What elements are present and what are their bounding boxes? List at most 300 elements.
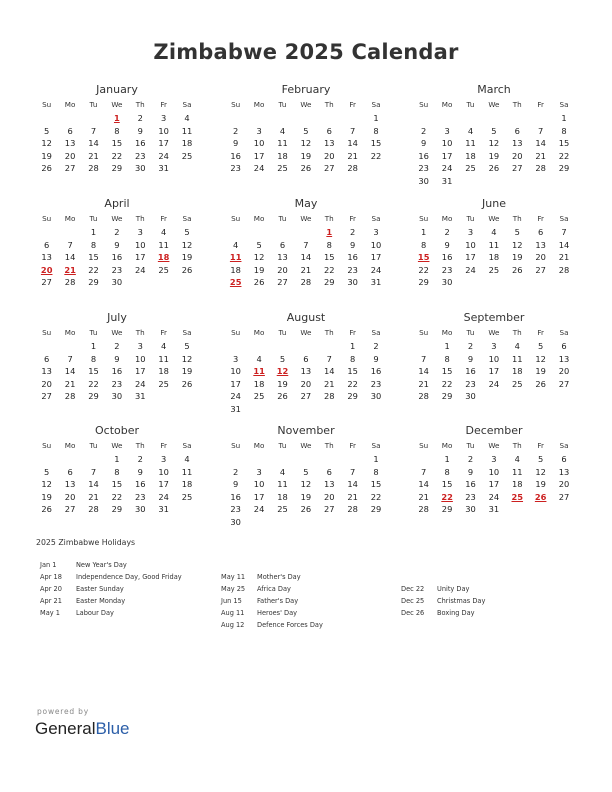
weekday-label: Tu [278,328,287,337]
day-cell: 7 [67,239,73,250]
day-cell: 23 [441,264,453,275]
empty-day-cell [529,112,552,125]
weekday-label: Su [42,441,52,450]
month-name: July [107,311,127,324]
month-name: May [294,197,318,210]
day-cell: 21 [88,150,99,161]
day-cell: 11 [511,466,523,477]
day-cell: 4 [467,125,474,136]
day-cell: 28 [88,504,99,515]
day-cell: 13 [535,239,546,250]
weekday-label: Sa [371,441,381,450]
day-cell: 7 [350,466,356,477]
day-cell: 4 [279,466,286,477]
weekday-label: Mo [441,328,453,337]
day-cell: 8 [373,125,379,136]
empty-day-cell [271,340,294,353]
day-cell: 7 [538,125,544,136]
day-cell: 24 [230,391,241,402]
day-cell: 17 [253,491,265,502]
day-cell: 31 [441,175,453,186]
day-cell: 28 [323,391,335,402]
day-cell: 15 [370,138,382,149]
empty-day-cell [247,453,270,466]
day-cell: 9 [467,353,474,364]
day-cell: 3 [137,341,143,351]
day-cell: 20 [558,366,570,377]
day-cell: 9 [233,479,239,490]
page-title: Zimbabwe 2025 Calendar [153,40,459,64]
month-april [35,196,199,289]
day-cell: 16 [111,252,123,263]
day-cell: 22 [370,150,382,161]
day-cell: 20 [64,150,76,161]
day-cell: 23 [134,150,146,161]
holiday-date: Apr 21 [40,597,62,605]
weekday-label: Fr [160,214,167,223]
day-cell: 16 [441,252,453,263]
day-cell: 1 [90,227,97,237]
day-cell: 27 [535,264,546,275]
day-cell: 28 [347,504,358,515]
day-cell: 28 [535,163,546,174]
day-cell: 16 [347,252,358,263]
day-cell: 31 [488,504,500,515]
holiday-date: Dec 26 [401,609,425,617]
holiday-list-item [221,607,323,619]
day-cell: 4 [491,227,497,237]
holiday-column-3 [401,583,485,619]
day-cell: 13 [41,252,52,263]
holiday-day-cell: 22 [441,491,453,502]
day-cell: 26 [300,504,312,515]
day-cell: 24 [370,264,382,275]
day-cell: 27 [277,277,288,288]
month-name: September [463,311,525,324]
day-cell: 23 [111,378,123,389]
day-cell: 6 [303,353,309,364]
day-cell: 6 [326,466,332,477]
weekday-label: Th [135,328,145,337]
month-grid [224,326,388,416]
day-cell: 12 [181,239,193,250]
day-cell: 8 [114,125,120,136]
day-cell: 2 [137,113,143,123]
holiday-list-item [221,583,323,595]
day-cell: 25 [277,163,288,174]
day-cell: 22 [347,378,358,389]
day-cell: 14 [347,138,358,149]
day-cell: 4 [279,125,286,136]
day-cell: 28 [300,277,312,288]
weekday-label: Su [42,328,52,337]
day-cell: 10 [370,239,382,250]
day-cell: 5 [184,341,190,351]
day-cell: 20 [277,264,288,275]
day-cell: 14 [88,138,99,149]
day-cell: 8 [350,353,356,364]
weekday-label: Tu [466,214,475,223]
day-cell: 27 [323,504,335,515]
day-cell: 25 [511,378,523,389]
day-cell: 27 [323,163,335,174]
day-cell: 24 [441,163,453,174]
day-cell: 24 [134,264,146,275]
day-cell: 19 [277,378,288,389]
empty-day-cell [271,453,294,466]
day-cell: 3 [491,454,497,464]
empty-day-cell [224,226,247,239]
day-cell: 18 [253,378,265,389]
day-cell: 2 [444,227,450,237]
empty-day-cell [318,340,341,353]
holiday-day-cell: 11 [229,252,242,263]
weekday-label: Tu [466,441,475,450]
day-cell: 14 [64,366,76,377]
holiday-column-1 [40,559,182,619]
day-cell: 15 [88,366,99,377]
day-cell: 4 [161,341,167,351]
holiday-date: Jan 1 [40,561,57,569]
day-cell: 25 [277,504,288,515]
day-cell: 16 [418,150,429,161]
holiday-name: Boxing Day [437,609,475,617]
day-cell: 8 [90,353,97,364]
day-cell: 5 [514,227,520,237]
weekday-label: Sa [371,214,381,223]
holiday-list-item [40,559,182,571]
month-name: December [465,424,523,437]
day-cell: 10 [253,138,265,149]
day-cell: 19 [181,366,193,377]
day-cell: 23 [418,163,429,174]
empty-day-cell [294,112,317,125]
day-cell: 19 [41,150,52,161]
holiday-date: May 25 [221,585,246,593]
day-cell: 17 [253,150,265,161]
day-cell: 13 [64,138,76,149]
empty-day-cell [435,112,458,125]
day-cell: 5 [538,454,544,464]
day-cell: 16 [465,479,476,490]
day-cell: 27 [558,378,570,389]
weekday-label: We [111,328,123,337]
weekday-label: Tu [89,441,98,450]
brand-name-part1: General [35,719,96,738]
day-cell: 16 [230,150,241,161]
weekday-label: We [111,100,123,109]
day-cell: 27 [300,391,312,402]
holiday-day-cell: 12 [276,366,289,377]
empty-day-cell [247,112,270,125]
day-cell: 9 [373,353,379,364]
month-name: January [96,83,138,96]
day-cell: 18 [511,479,523,490]
weekday-label: Tu [466,328,475,337]
day-cell: 26 [511,264,523,275]
day-cell: 6 [514,125,520,136]
day-cell: 30 [134,504,146,515]
day-cell: 20 [323,150,335,161]
day-cell: 6 [67,466,73,477]
day-cell: 9 [421,138,427,149]
day-cell: 20 [535,252,546,263]
day-cell: 26 [181,378,193,389]
holiday-date: Jun 15 [221,597,242,605]
holiday-day-cell: 25 [511,491,524,502]
month-grid [224,439,388,529]
day-cell: 21 [300,264,312,275]
day-cell: 12 [300,479,312,490]
day-cell: 23 [230,504,241,515]
weekday-label: Su [419,214,429,223]
day-cell: 10 [488,466,500,477]
day-cell: 12 [535,466,546,477]
month-december [412,423,576,516]
brand-logo[interactable] [35,719,130,739]
day-cell: 21 [418,378,429,389]
day-cell: 3 [256,125,262,136]
day-cell: 10 [488,353,500,364]
holiday-day-cell: 18 [157,252,170,263]
day-cell: 17 [488,366,500,377]
day-cell: 6 [44,239,50,250]
day-cell: 25 [488,264,500,275]
weekday-label: Tu [89,100,98,109]
weekday-label: Su [231,100,241,109]
day-cell: 8 [373,466,379,477]
weekday-label: We [300,328,312,337]
weekday-label: Sa [182,100,192,109]
day-cell: 2 [350,227,356,237]
day-cell: 26 [300,163,312,174]
day-cell: 5 [491,125,497,136]
day-cell: 9 [137,466,143,477]
day-cell: 18 [488,252,500,263]
day-cell: 27 [511,163,523,174]
day-cell: 2 [114,227,120,237]
holiday-name: Easter Sunday [76,585,124,593]
empty-day-cell [35,226,58,239]
holiday-list-item [401,583,485,595]
day-cell: 6 [279,239,286,250]
day-cell: 22 [441,378,453,389]
day-cell: 22 [323,264,335,275]
day-cell: 1 [350,341,356,351]
day-cell: 28 [64,277,76,288]
day-cell: 16 [465,366,476,377]
weekday-label: We [300,100,312,109]
day-cell: 23 [347,264,358,275]
day-cell: 8 [444,466,450,477]
month-grid [35,98,199,175]
empty-day-cell [224,453,247,466]
day-cell: 10 [134,353,146,364]
weekday-label: Th [324,100,334,109]
weekday-label: Th [324,328,334,337]
day-cell: 25 [158,378,169,389]
holidays-title: 2025 Zimbabwe Holidays [36,538,136,547]
day-cell: 11 [277,138,288,149]
day-cell: 19 [181,252,193,263]
holiday-list-item [40,595,182,607]
day-cell: 1 [561,113,567,123]
weekday-label: Th [324,441,334,450]
day-cell: 13 [323,138,335,149]
day-cell: 27 [64,504,76,515]
weekday-label: Mo [441,441,453,450]
day-cell: 20 [64,491,76,502]
month-grid [412,326,576,403]
day-cell: 27 [64,163,76,174]
day-cell: 28 [418,504,429,515]
day-cell: 13 [511,138,523,149]
day-cell: 13 [41,366,52,377]
day-cell: 7 [350,125,356,136]
day-cell: 5 [256,239,262,250]
day-cell: 16 [370,366,382,377]
day-cell: 5 [303,125,309,136]
day-cell: 2 [421,125,427,136]
day-cell: 26 [488,163,500,174]
weekday-label: Fr [349,214,356,223]
holiday-name: Africa Day [257,585,291,593]
day-cell: 6 [538,227,544,237]
day-cell: 8 [444,353,450,364]
day-cell: 25 [181,150,193,161]
day-cell: 3 [256,466,262,477]
day-cell: 29 [111,163,123,174]
day-cell: 21 [64,378,76,389]
month-grid [412,98,576,188]
empty-day-cell [247,226,270,239]
empty-day-cell [58,340,81,353]
day-cell: 21 [323,378,335,389]
day-cell: 2 [467,454,474,464]
day-cell: 11 [465,138,476,149]
day-cell: 1 [114,454,120,464]
day-cell: 4 [256,353,262,364]
day-cell: 10 [230,366,241,377]
day-cell: 18 [230,264,241,275]
day-cell: 2 [233,466,239,477]
month-january [35,82,199,175]
day-cell: 26 [41,163,52,174]
day-cell: 18 [181,138,193,149]
day-cell: 15 [88,252,99,263]
weekday-label: We [300,214,312,223]
day-cell: 23 [370,378,382,389]
weekday-label: Sa [182,441,192,450]
day-cell: 17 [134,252,146,263]
day-cell: 15 [111,138,123,149]
day-cell: 29 [323,277,335,288]
day-cell: 23 [111,264,123,275]
day-cell: 30 [465,504,476,515]
day-cell: 28 [558,264,570,275]
day-cell: 11 [277,479,288,490]
weekday-label: We [300,441,312,450]
weekday-label: Su [419,441,429,450]
day-cell: 1 [444,454,450,464]
day-cell: 30 [134,163,146,174]
empty-day-cell [318,112,341,125]
weekday-label: We [488,100,500,109]
day-cell: 11 [158,239,169,250]
day-cell: 6 [44,353,50,364]
month-name: October [94,424,140,437]
day-cell: 3 [137,227,143,237]
weekday-label: Su [419,100,429,109]
day-cell: 3 [444,125,450,136]
day-cell: 6 [561,341,567,351]
holiday-name: Labour Day [76,609,114,617]
day-cell: 16 [111,366,123,377]
empty-day-cell [341,112,364,125]
weekday-label: Sa [182,328,192,337]
empty-day-cell [412,340,435,353]
weekday-label: We [488,214,500,223]
day-cell: 16 [134,138,146,149]
day-cell: 26 [181,264,193,275]
empty-day-cell [412,112,435,125]
holiday-day-cell: 20 [40,264,53,275]
day-cell: 6 [561,454,567,464]
holiday-list-item [221,595,323,607]
day-cell: 3 [467,227,474,237]
day-cell: 30 [441,277,453,288]
weekday-label: We [111,441,123,450]
day-cell: 3 [161,113,167,123]
day-cell: 9 [467,466,474,477]
weekday-label: Th [512,100,522,109]
day-cell: 7 [326,353,332,364]
empty-day-cell [247,340,270,353]
day-cell: 12 [300,138,312,149]
day-cell: 7 [421,466,427,477]
day-cell: 29 [88,277,99,288]
holiday-name: Heroes' Day [257,609,298,617]
weekday-label: Mo [64,214,76,223]
month-june [412,196,576,289]
day-cell: 23 [465,378,476,389]
holiday-date: Apr 18 [40,573,62,581]
day-cell: 17 [465,252,476,263]
empty-day-cell [294,453,317,466]
day-cell: 5 [184,227,190,237]
weekday-label: Th [512,214,522,223]
day-cell: 13 [558,353,570,364]
weekday-label: Tu [278,214,287,223]
day-cell: 17 [370,252,382,263]
weekday-label: Su [231,441,241,450]
day-cell: 15 [111,479,123,490]
day-cell: 21 [558,252,570,263]
day-cell: 1 [90,341,97,351]
weekday-label: Sa [559,441,569,450]
month-grid [224,212,388,289]
month-name: March [477,83,511,96]
weekday-label: Sa [371,328,381,337]
day-cell: 17 [230,378,241,389]
weekday-label: Mo [253,328,265,337]
day-cell: 4 [184,454,190,464]
day-cell: 16 [230,491,241,502]
empty-day-cell [58,453,81,466]
holiday-date: Apr 20 [40,585,62,593]
weekday-label: Sa [559,214,569,223]
empty-day-cell [271,112,294,125]
